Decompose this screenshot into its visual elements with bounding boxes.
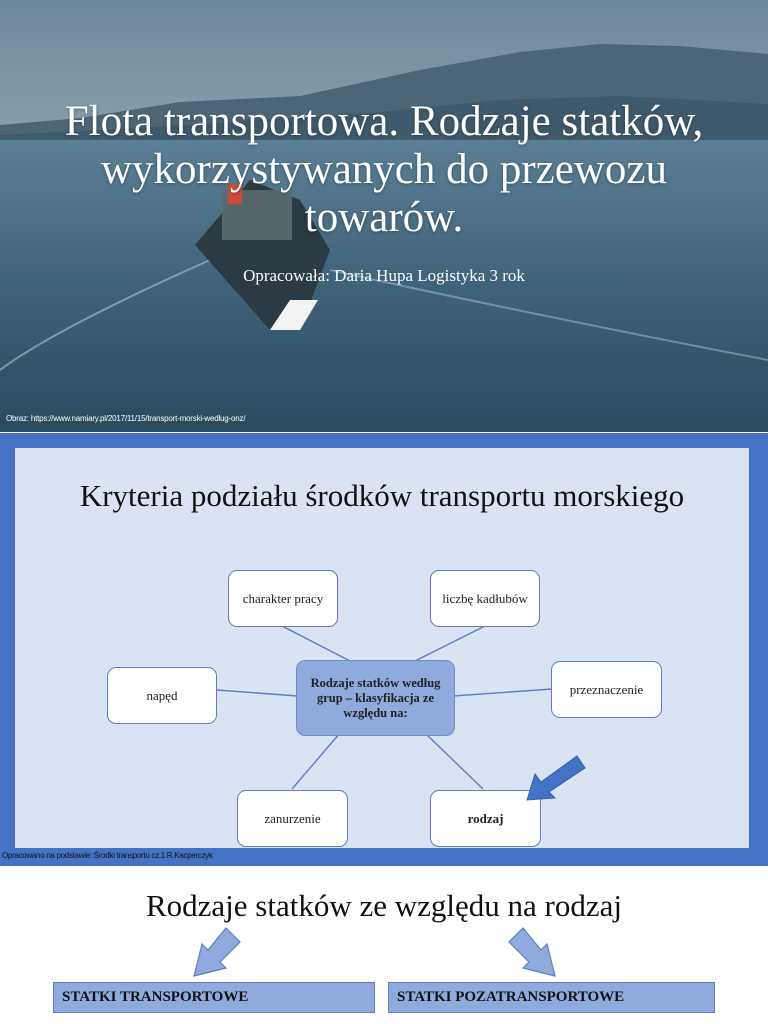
criteria-slide <box>0 433 768 866</box>
criteria-heading: Kryteria podziału środków transportu morskiego <box>79 478 685 513</box>
diagram-panel <box>15 448 749 848</box>
center-node-classification: Rodzaje statków według grup – klasyfikacja ze względu na: <box>296 660 455 736</box>
node-naped: napęd <box>107 667 217 724</box>
box-statki-pozatransportowe: STATKI POZATRANSPORTOWE <box>388 982 715 1013</box>
author-subtitle: Opracowała: Daria Hupa Logistyka 3 rok <box>243 266 525 285</box>
box-statki-transportowe: STATKI TRANSPORTOWE <box>53 982 375 1013</box>
node-liczbe-kadlubow: liczbę kadłubów <box>430 570 540 627</box>
title-slide <box>0 0 768 432</box>
types-slide <box>0 866 768 1024</box>
types-heading: Rodzaje statków ze względu na rodzaj <box>145 888 622 923</box>
presentation-title: Flota transportowa. Rodzaje statków, wykorzystywanych do przewozu towarów. <box>64 98 704 241</box>
down-arrow-left-icon <box>190 926 246 980</box>
node-rodzaj: rodzaj <box>430 790 541 847</box>
node-przeznaczenie: przeznaczenie <box>551 661 662 718</box>
highlight-arrow-icon <box>525 752 587 804</box>
down-arrow-right-icon <box>503 926 559 980</box>
connector-lines <box>15 448 749 848</box>
source-note: Opracowano na podstawie: Środki transportu cz.1 R.Kacperczyk <box>2 851 213 860</box>
node-charakter-pracy: charakter pracy <box>228 570 338 627</box>
image-credit: Obraz: https://www.namiary.pl/2017/11/15/transport-morski-wedlug-onz/ <box>6 414 246 423</box>
node-zanurzenie: zanurzenie <box>237 790 348 847</box>
